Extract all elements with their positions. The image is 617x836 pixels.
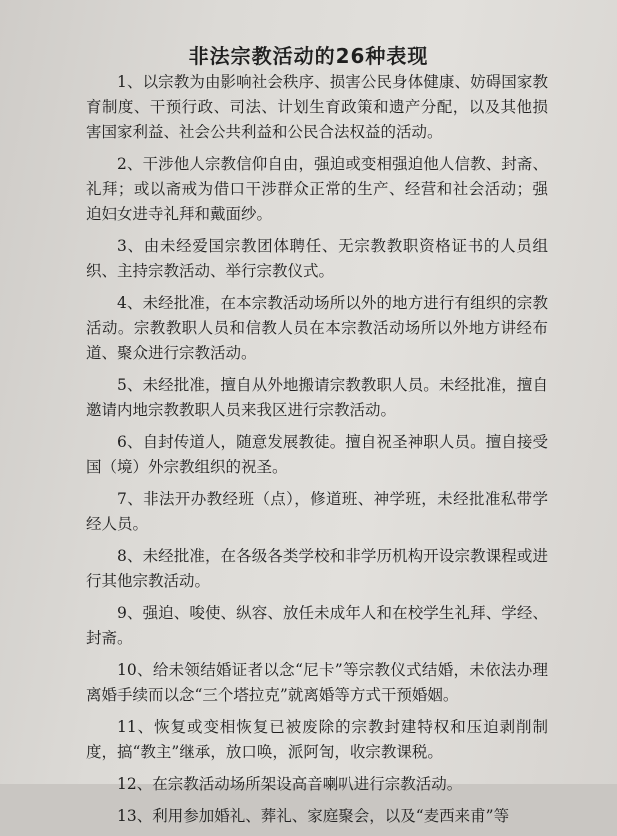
item-text: 未经批准，在各级各类学校和非学历机构开设宗教课程或进行其他宗教活动。 [86,547,548,590]
list-item [86,772,548,797]
item-text: 恢复或变相恢复已被废除的宗教封建特权和压迫剥削制度，搞“教主”继承，放口唤，派阿訇，收宗教课税。 [86,718,548,761]
item-number: 8、 [117,547,143,565]
list-item [86,430,548,480]
item-text: 干涉他人宗教信仰自由，强迫或变相强迫他人信教、封斋、礼拜；或以斋戒为借口干涉群众正常的生产、经营和社会活动；强迫妇女进寺礼拜和戴面纱。 [86,155,548,223]
list-item [86,658,548,708]
item-text: 以宗教为由影响社会秩序、损害公民身体健康、妨碍国家教育制度、干预行政、司法、计划生育政策和遗产分配，以及其他损害国家利益、社会公共利益和公民合法权益的活动。 [86,73,548,141]
item-text: 在宗教活动场所架设高音喇叭进行宗教活动。 [152,775,463,793]
page-title: 非法宗教活动的26种表现 [188,44,429,68]
item-text: 未经批准，擅自从外地搬请宗教教职人员。未经批准，擅自邀请内地宗教教职人员来我区进行宗教活动。 [86,376,548,419]
item-text: 未经批准，在本宗教活动场所以外的地方进行有组织的宗教活动。宗教教职人员和信教人员在本宗教活动场所以外地方讲经布道、聚众进行宗教活动。 [86,294,548,362]
list-item [86,152,548,227]
list-item [86,487,548,537]
item-number: 9、 [117,604,143,622]
list-item [86,234,548,284]
item-number: 3、 [117,237,144,255]
item-number: 1、 [117,73,143,91]
item-text: 自封传道人，随意发展教徒。擅自祝圣神职人员。擅自接受国（境）外宗教组织的祝圣。 [86,433,548,476]
item-number: 12、 [117,775,153,793]
item-number: 2、 [117,155,143,173]
list-item [86,544,548,594]
item-number: 5、 [117,376,143,394]
document-body [86,70,548,836]
list-item [86,291,548,366]
list-item [86,601,548,651]
list-item [86,373,548,423]
item-text: 强迫、唆使、纵容、放任未成年人和在校学生礼拜、学经、封斋。 [86,604,548,647]
item-number: 11、 [117,718,155,736]
item-number: 10、 [117,661,153,679]
item-text: 非法开办教经班（点），修道班、神学班，未经批准私带学经人员。 [86,490,548,533]
list-item [86,70,548,145]
item-number: 13、 [117,807,153,825]
item-number: 6、 [117,433,143,451]
item-text: 给未领结婚证者以念“尼卡”等宗教仪式结婚，未依法办理离婚手续而以念“三个塔拉克”就离婚等方式干预婚姻。 [86,661,548,704]
list-item [86,804,548,829]
item-number: 4、 [117,294,143,312]
item-text: 由未经爱国宗教团体聘任、无宗教教职资格证书的人员组织、主持宗教活动、举行宗教仪式。 [86,237,548,280]
item-text: 利用参加婚礼、葬礼、家庭聚会，以及“麦西来甫”等 [152,807,510,825]
item-number: 7、 [117,490,144,508]
list-item [86,715,548,765]
